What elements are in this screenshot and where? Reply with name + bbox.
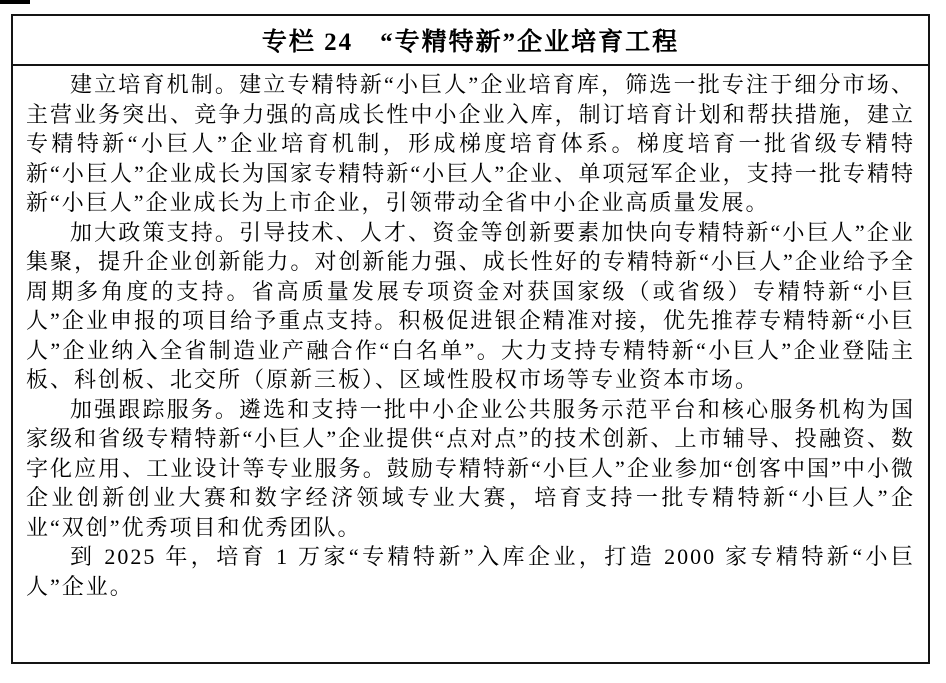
paragraph-cultivation-mechanism: 建立培育机制。建立专精特新“小巨人”企业培育库，筛选一批专注于细分市场、主营业务突出、竞争力强的高成长性中小企业入库，制订培育计划和帮扶措施，建立专精特新“小巨人”企业培育机制，形成梯度培育体系。梯度培育一批省级专精特新“小巨人”企业成长为国家专精特新“小巨人”企业、单项冠军企业，支持一批专精特新“小巨人”企业成长为上市企业，引领带动全省中小企业高质量发展。 [26,72,915,215]
column-title: 专栏 24 “专精特新”企业培育工程 [13,16,928,66]
paragraph-policy-support: 加大政策支持。引导技术、人才、资金等创新要素加快向专精特新“小巨人”企业集聚，提升企业创新能力。对创新能力强、成长性好的专精特新“小巨人”企业给予全周期多角度的支持。省高质量发展专项资金对获国家级（或省级）专精特新“小巨人”企业申报的项目给予重点支持。积极促进银企精准对接，优先推荐专精特新“小巨人”企业纳入全省制造业产融合作“白名单”。大力支持专精特新“小巨人”企业登陆主板、科创板、北交所（原新三板）、区域性股权市场等专业资本市场。 [26,219,915,392]
paragraph-2025-goal: 到 2025 年，培育 1 万家“专精特新”入库企业，打造 2000 家专精特新“小巨人”企业。 [26,544,915,599]
column-box [11,14,930,664]
paragraph-tracking-service: 加强跟踪服务。遴选和支持一批中小企业公共服务示范平台和核心服务机构为国家级和省级专精特新“小巨人”企业提供“点对点”的技术创新、上市辅导、投融资、数字化应用、工业设计等专业服务。鼓励专精特新“小巨人”企业参加“创客中国”中小微企业创新创业大赛和数字经济领域专业大赛，培育支持一批专精特新“小巨人”企业“双创”优秀项目和优秀团队。 [26,396,915,540]
column-body [13,66,928,601]
page-edge-artifact [0,0,30,4]
